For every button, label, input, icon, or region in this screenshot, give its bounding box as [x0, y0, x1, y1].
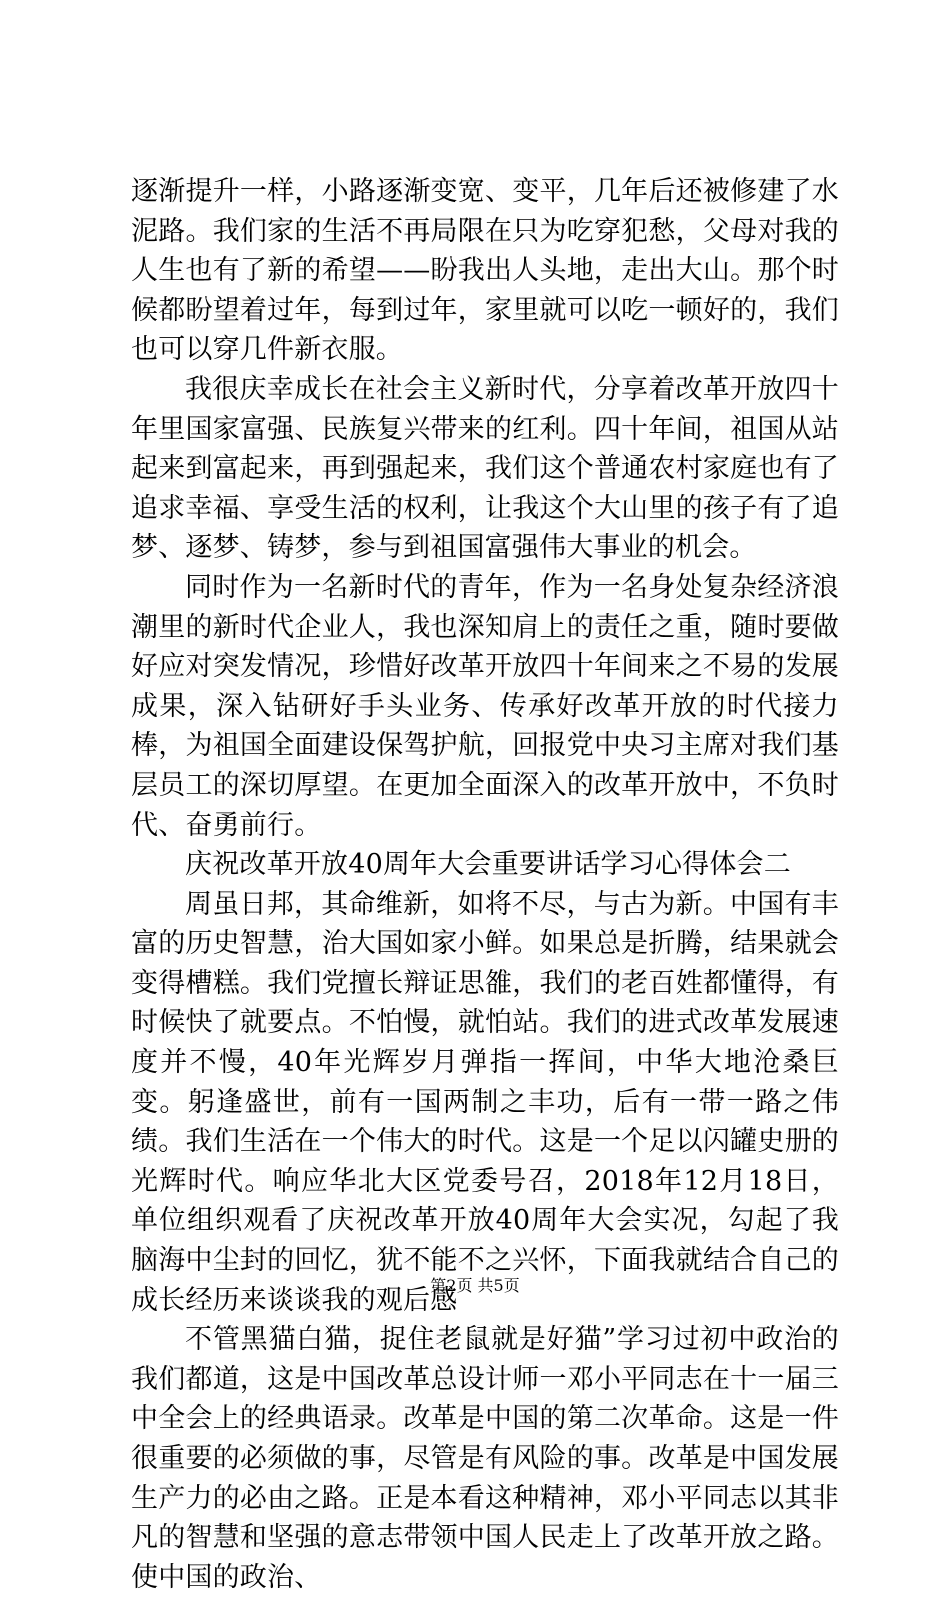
paragraph-deng-xiaoping: 不管黑猫白猫，捉住老鼠就是好猫”学习过初中政治的我们都道，这是中国改革总设计师一邓小平同志在十一届三中全会上的经典语录。改革是中国的第二次革命。这是一件很重要的必须做的事，尽管是有风险的事。改革是中国发展生产力的必由之路。正是本看这种精神，邓小平同志以其非凡的智慧和坚强的意志带领中国人民走上了改革开放之路。使中国的政治、	[131, 1324, 839, 1593]
page-number-footer: 第2页 共5页	[430, 1276, 520, 1295]
section-heading: 庆祝改革开放40周年大会重要讲话学习心得体会二	[185, 849, 791, 881]
paragraph-continuation: 逐渐提升一样，小路逐渐变宽、变平，几年后还被修建了水泥路。我们家的生活不再局限在只为吃穿犯愁，父母对我的人生也有了新的希望——盼我出人头地，走出大山。那个时候都盼望着过年，每到过年，家里就可以吃一顿好的，我们也可以穿几件新衣服。	[131, 176, 839, 366]
paragraph-youth-responsibility: 同时作为一名新时代的青年，作为一名身处复杂经济浪潮里的新时代企业人，我也深知肩上的责任之重，随时要做好应对突发情况，珍惜好改革开放四十年间来之不易的发展成果，深入钻研好手头业务、传承好改革开放的时代接力棒，为祖国全面建设保驾护航，回报党中央习主席对我们基层员工的深切厚望。在更加全面深入的改革开放中，不负时代、奋勇前行。	[131, 571, 839, 841]
paragraph-new-era: 我很庆幸成长在社会主义新时代，分享着改革开放四十年里国家富强、民族复兴带来的红利。四十年间，祖国从站起来到富起来，再到强起来，我们这个普通农村家庭也有了追求幸福、享受生活的权利，让我这个大山里的孩子有了追梦、逐梦、铸梦，参与到祖国富强伟大事业的机会。	[131, 373, 839, 564]
document-body	[131, 172, 839, 1597]
paragraph-historical-wisdom: 周虽日邦，其命维新，如将不尽，与古为新。中国有丰富的历史智慧，治大国如家小鲜。如果总是折腾，结果就会变得槽糕。我们党擅长辩证思雒，我们的老百姓都懂得，有时候快了就要点。不怕慢，就怕站。我们的进式改革发展速度并不慢，40年光辉岁月弹指一挥间，中华大地沧桑巨变。躬逢盛世，前有一国两制之丰功，后有一带一路之伟绩。我们生活在一个伟大的时代。这是一个足以闪罐史册的光辉时代。响应华北大区党委号召，2018年12月18日，单位组织观看了庆祝改革开放40周年大会实况，勾起了我脑海中尘封的回忆，犹不能不之兴怀，下面我就结合自己的成长经历来谈谈我的观后感	[131, 888, 839, 1316]
